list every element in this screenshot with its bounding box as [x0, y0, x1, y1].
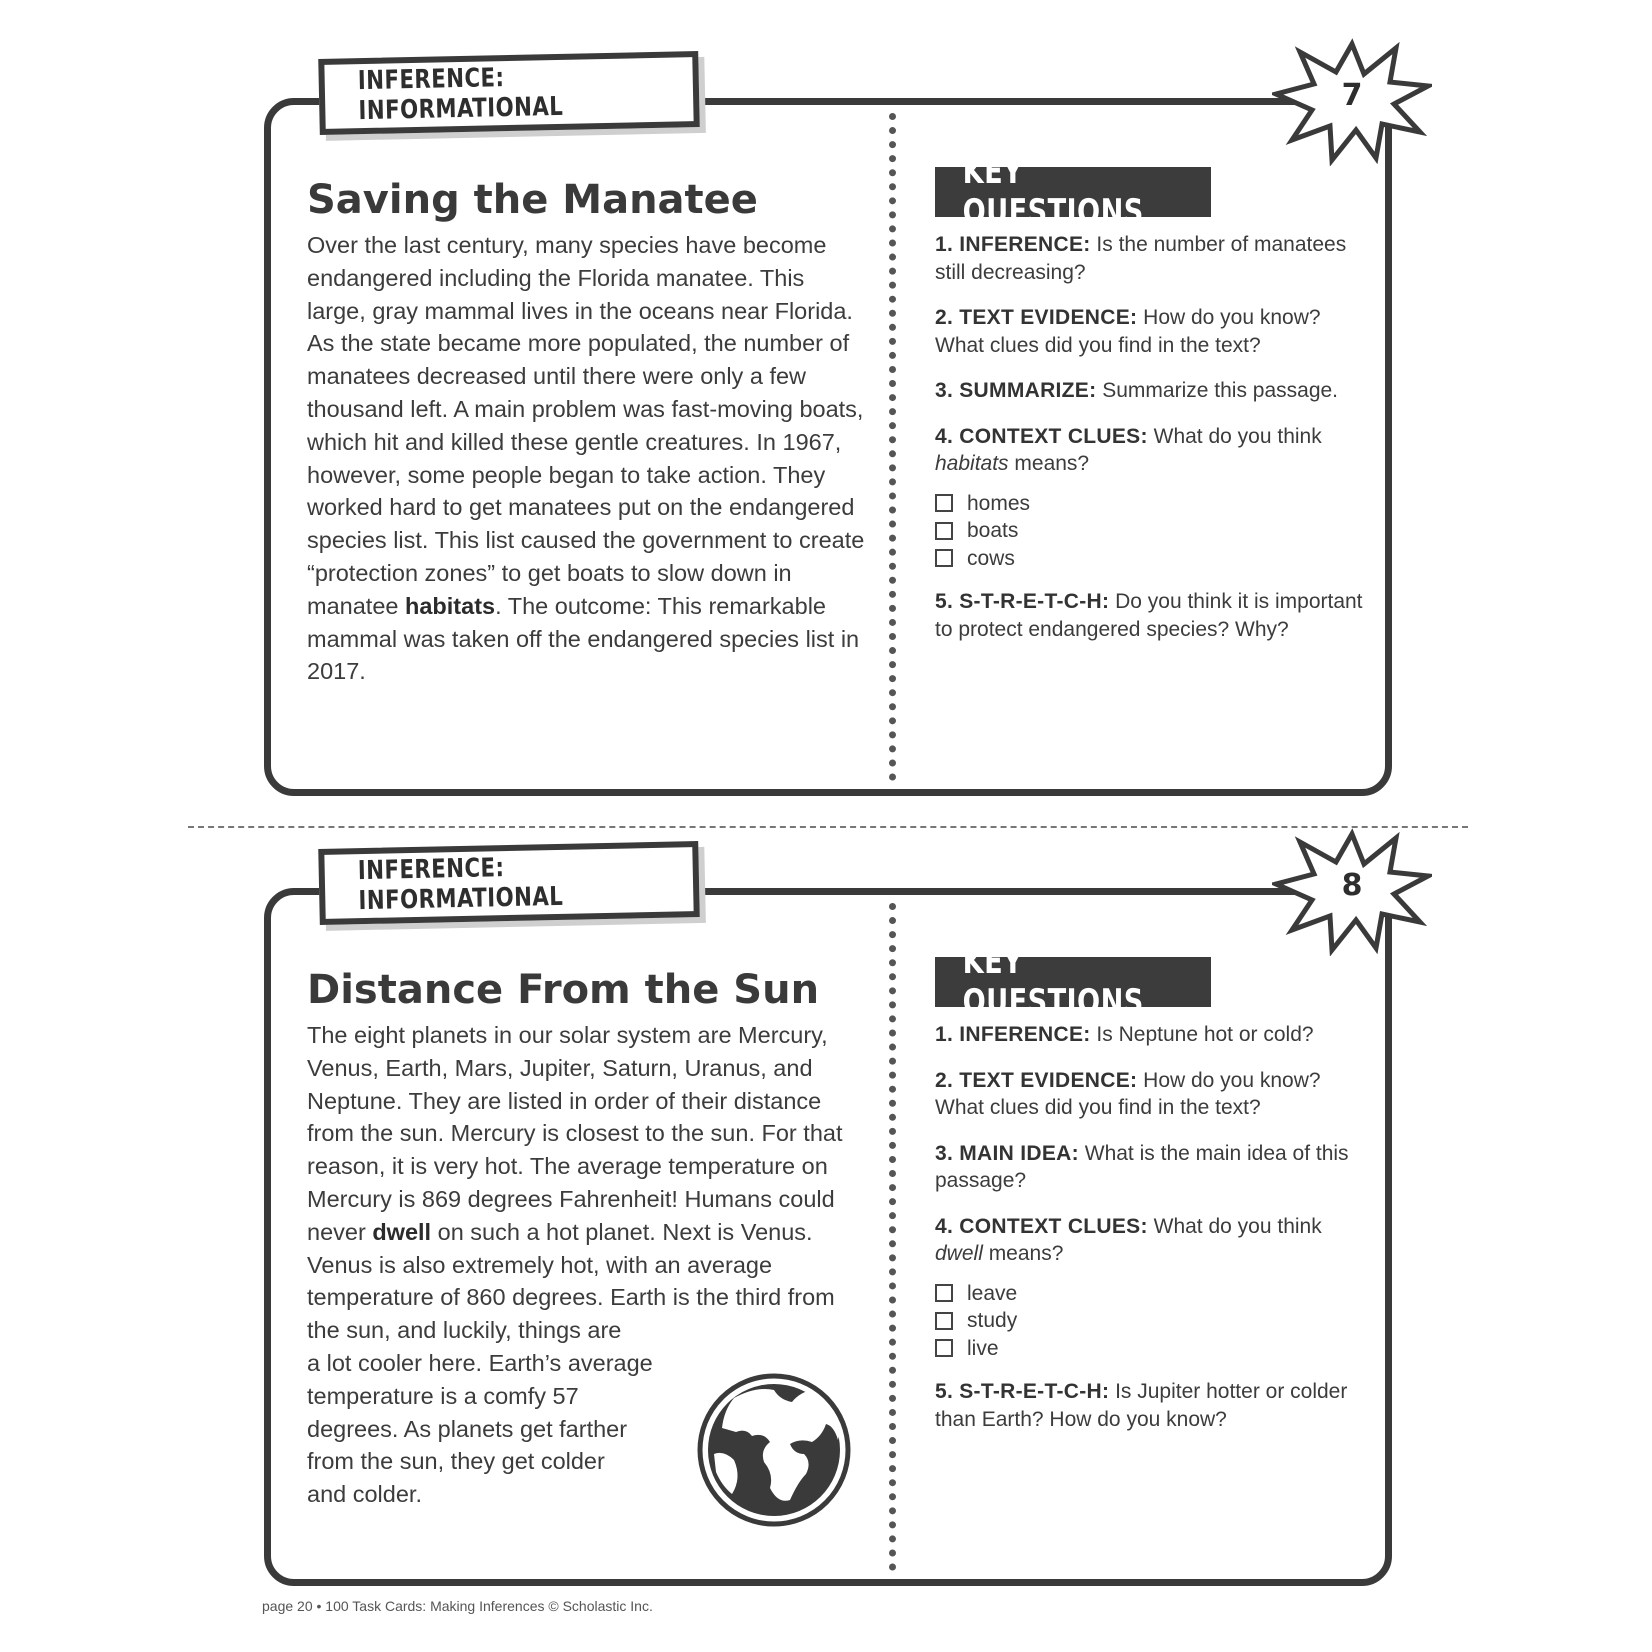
card-title: Saving the Manatee — [307, 177, 758, 223]
checkbox[interactable] — [935, 1312, 953, 1330]
card-divider — [889, 113, 896, 781]
vocab-word: dwell — [372, 1218, 432, 1245]
option-live[interactable]: live — [935, 1335, 1375, 1363]
checkbox[interactable] — [935, 522, 953, 540]
card-number-badge — [1272, 36, 1432, 166]
vocab-word: habitats — [404, 592, 496, 619]
card-category-tab: INFERENCE: INFORMATIONAL — [318, 841, 700, 925]
option-cows[interactable]: cows — [935, 545, 1375, 573]
page-footer: page 20 • 100 Task Cards: Making Inferences © Scholastic Inc. — [262, 1598, 653, 1614]
checkbox[interactable] — [935, 494, 953, 512]
answer-options — [935, 490, 1375, 573]
checkbox[interactable] — [935, 1339, 953, 1357]
question-2: 2. TEXT EVIDENCE: How do you know? What clues did you find in the text? — [935, 306, 1321, 357]
key-questions-heading: KEY QUESTIONS — [935, 957, 1211, 1007]
option-leave[interactable]: leave — [935, 1280, 1375, 1308]
card-title: Distance From the Sun — [307, 967, 820, 1013]
question-3: 3. SUMMARIZE: Summarize this passage. — [935, 379, 1339, 402]
card-number: 7 — [1341, 78, 1363, 113]
card-number: 8 — [1341, 868, 1363, 903]
task-card-7 — [264, 63, 1392, 796]
key-questions-list — [935, 231, 1375, 661]
question-1: 1. INFERENCE: Is Neptune hot or cold? — [935, 1023, 1314, 1046]
question-1: 1. INFERENCE: Is the number of manatees still decreasing? — [935, 233, 1347, 284]
question-4: 4. CONTEXT CLUES: What do you think habitats means? — [935, 424, 1322, 475]
globe-icon — [694, 1370, 854, 1530]
question-2: 2. TEXT EVIDENCE: How do you know? What clues did you find in the text? — [935, 1068, 1321, 1119]
checkbox[interactable] — [935, 549, 953, 567]
question-3: 3. MAIN IDEA: What is the main idea of this passage? — [935, 1141, 1349, 1192]
option-boats[interactable]: boats — [935, 517, 1375, 545]
question-4: 4. CONTEXT CLUES: What do you think dwell means? — [935, 1214, 1322, 1265]
question-5: 5. S-T-R-E-T-C-H: Is Jupiter hotter or colder than Earth? How do you know? — [935, 1380, 1348, 1431]
option-study[interactable]: study — [935, 1307, 1375, 1335]
passage-text: The eight planets in our solar system are Mercury, Venus, Earth, Mars, Jupiter, Saturn, Uranus, and Neptune. They are listed in order of their distance from the sun. Mercury is closest to the sun. For that reason, it is very hot. The average temperature on Mercury is 869 degrees Fahrenheit! Humans could never dwell on such a hot planet. Next is Venus. Venus is also extremely hot, with an average temperature of 860 degrees. Earth is the third from the sun, and luckily, things are a lot cooler here. Earth’s average temperature is a comfy 57 degrees. As planets get farther from the sun, they get colder and colder. — [307, 1022, 843, 1508]
passage-text: Over the last century, many species have become endangered including the Florida manatee. This large, gray mammal lives in the oceans near Florida. As the state became more populated, the number of manatees decreased until there were only a few thousand left. A main problem was fast-moving boats, which hit and killed these gentle creatures. In 1967, however, some people began to take action. They worked hard to get manatees put on the endangered species list. This list caused the government to create “protection zones” to get boats to slow down in manatee habitats. The outcome: This remarkable mammal was taken off the endangered species list in 2017. — [307, 232, 865, 685]
card-number-badge — [1272, 826, 1432, 956]
card-divider — [889, 903, 896, 1571]
key-questions-heading: KEY QUESTIONS — [935, 167, 1211, 217]
key-questions-list — [935, 1021, 1375, 1451]
question-5: 5. S-T-R-E-T-C-H: Do you think it is important to protect endangered species? Why? — [935, 590, 1363, 641]
card-category-tab: INFERENCE: INFORMATIONAL — [318, 51, 700, 135]
checkbox[interactable] — [935, 1284, 953, 1302]
option-homes[interactable]: homes — [935, 490, 1375, 518]
answer-options — [935, 1280, 1375, 1363]
